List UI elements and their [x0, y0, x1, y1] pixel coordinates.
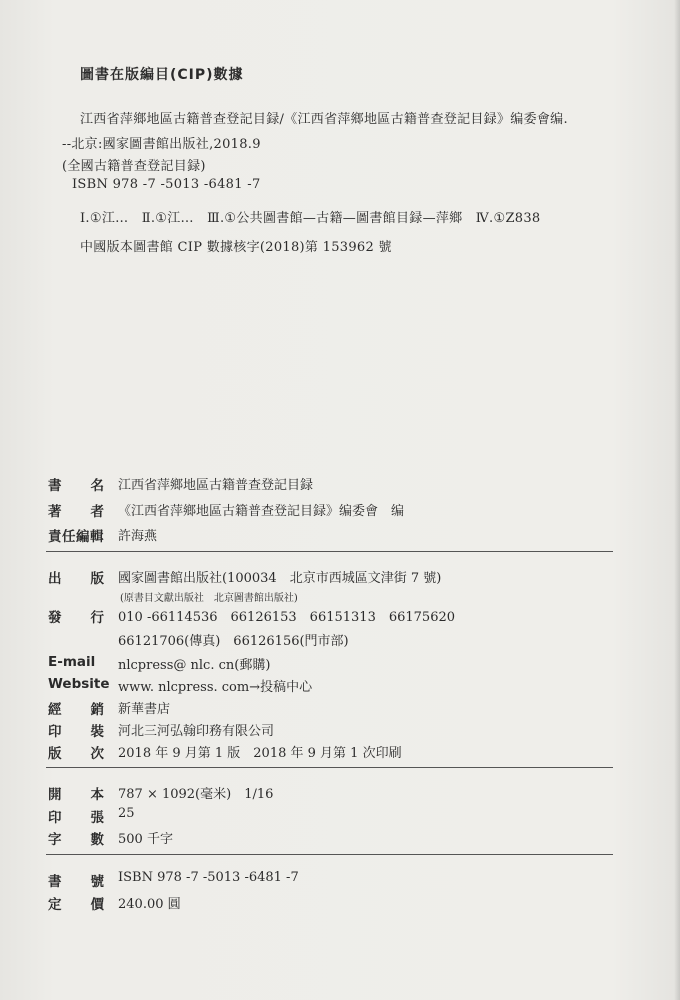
cip-entry-data-number: 中國版本圖書館 CIP 數據核字(2018)第 153962 號 [80, 240, 392, 255]
edition-value: 2018 年 9 月第 1 版 2018 年 9 月第 1 次印刷 [118, 746, 402, 761]
printer-value: 河北三河弘翰印務有限公司 [118, 724, 275, 739]
cip-entry-title: 江西省萍鄉地區古籍普查登記目録/《江西省萍鄉地區古籍普查登記目録》编委會编. [80, 112, 568, 127]
page-edge-shadow [674, 0, 680, 1000]
email-label: E-mail [48, 654, 96, 670]
publisher-label: 出 版 [48, 571, 104, 587]
website-value: www. nlcpress. com→投稿中心 [118, 680, 313, 695]
divider [46, 551, 613, 552]
website-label: Website [48, 676, 110, 692]
publisher-value: 國家圖書館出版社(100034 北京市西城區文津街 7 號) [118, 571, 442, 586]
editor-label: 責任編輯 [48, 529, 104, 545]
distribution-fax: 66121706(傳真) 66126156(門市部) [118, 634, 349, 649]
format-value: 787 × 1092(毫米) 1/16 [118, 787, 274, 802]
book-name-label: 書 名 [48, 478, 104, 494]
word-count-value: 500 千字 [118, 832, 173, 847]
cip-entry-series: (全國古籍普查登記目録) [62, 159, 206, 174]
isbn-value: ISBN 978 -7 -5013 -6481 -7 [118, 870, 299, 885]
cip-entry-classification: Ⅰ.①江… Ⅱ.①江… Ⅲ.①公共圖書館—古籍—圖書館目録—萍鄉 Ⅳ.①Z838 [80, 211, 541, 226]
cip-entry-isbn: ISBN 978 -7 -5013 -6481 -7 [72, 177, 261, 192]
printer-label: 印 裝 [48, 724, 104, 740]
author-label: 著 者 [48, 504, 104, 520]
email-value: nlcpress@ nlc. cn(郵購) [118, 658, 271, 673]
sheets-value: 25 [118, 806, 135, 821]
cip-heading: 圖書在版編目(CIP)數據 [80, 67, 244, 83]
author-value: 《江西省萍鄉地區古籍普查登記目録》编委會 编 [118, 504, 405, 519]
divider [46, 767, 613, 768]
price-value: 240.00 圓 [118, 897, 181, 912]
dealer-label: 經 銷 [48, 702, 104, 718]
format-label: 開 本 [48, 787, 104, 803]
cip-entry-publisher: --北京:國家圖書館出版社,2018.9 [62, 137, 261, 152]
distribution-label: 發 行 [48, 610, 104, 626]
isbn-label: 書 號 [48, 874, 104, 890]
publisher-former-names: (原書目文獻出版社 北京圖書館出版社) [120, 593, 298, 604]
divider [46, 854, 613, 855]
word-count-label: 字 數 [48, 832, 104, 848]
edition-label: 版 次 [48, 746, 104, 762]
price-label: 定 價 [48, 897, 104, 913]
sheets-label: 印 張 [48, 810, 104, 826]
dealer-value: 新華書店 [118, 702, 171, 717]
distribution-phones: 010 -66114536 66126153 66151313 66175620 [118, 610, 456, 625]
editor-value: 許海燕 [118, 529, 158, 544]
book-name-value: 江西省萍鄉地區古籍普查登記目録 [118, 478, 314, 493]
